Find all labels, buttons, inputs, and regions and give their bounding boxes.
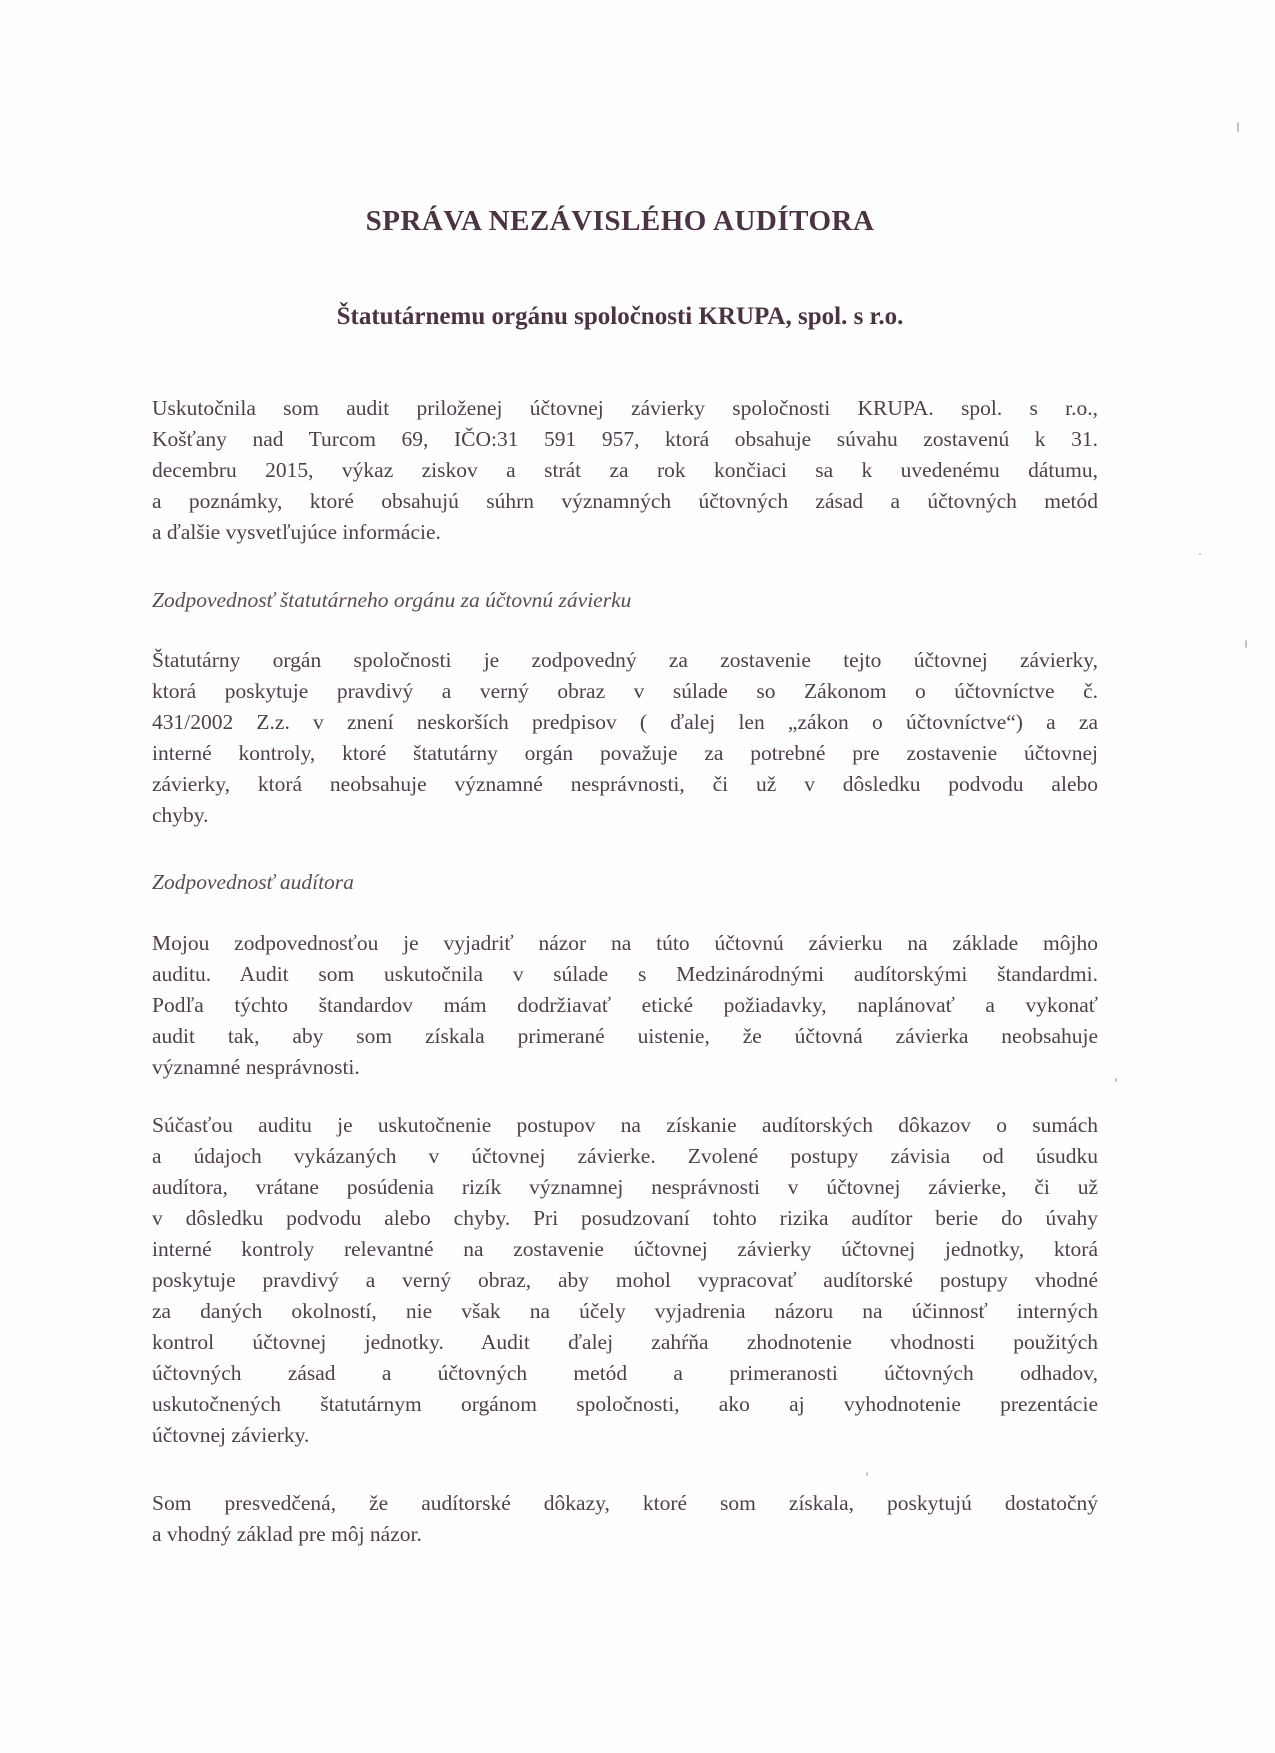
document-title: SPRÁVA NEZÁVISLÉHO AUDÍTORA: [365, 205, 875, 237]
text-line: významné nesprávnosti.: [152, 1055, 360, 1079]
text-line: decembru 2015, výkaz ziskov a strát za rok končiaci sa k uvedenému dátumu,: [152, 458, 1098, 482]
text-line: Súčasťou auditu je uskutočnenie postupov na získanie audítorských dôkazov o sumách: [152, 1113, 1098, 1137]
text-line: Podľa týchto štandardov mám dodržiavať etické požiadavky, naplánovať a vykonať: [152, 993, 1098, 1017]
text-line: Uskutočnila som audit priloženej účtovnej závierky spoločnosti KRUPA. spol. s r.o.,: [152, 396, 1098, 420]
text-line: 431/2002 Z.z. v znení neskorších predpisov ( ďalej len „zákon o účtovníctve“) a za: [152, 710, 1098, 734]
text-line: interné kontroly relevantné na zostavenie účtovnej závierky účtovnej jednotky, ktorá: [152, 1237, 1098, 1261]
text-line: interné kontroly, ktoré štatutárny orgán považuje za potrebné pre zostavenie účtovnej: [152, 741, 1098, 765]
auditor-responsibility-paragraph-3: [152, 1488, 1098, 1550]
scan-speck: [1237, 122, 1239, 132]
auditor-responsibility-paragraph-2: [152, 1110, 1098, 1451]
text-line: účtovnej závierky.: [152, 1423, 310, 1447]
text-line: Mojou zodpovednosťou je vyjadriť názor na túto účtovnú závierku na základe môjho: [152, 931, 1098, 955]
section-heading-statutory-responsibility: Zodpovednosť štatutárneho orgánu za účtovnú závierku: [152, 588, 632, 612]
text-line: závierky, ktorá neobsahuje významné nesprávnosti, či už v dôsledku podvodu alebo: [152, 772, 1098, 796]
text-line: poskytuje pravdivý a verný obraz, aby mohol vypracovať audítorské postupy vhodné: [152, 1268, 1098, 1292]
text-line: auditu. Audit som uskutočnila v súlade s Medzinárodnými audítorskými štandardmi.: [152, 962, 1098, 986]
text-line: audit tak, aby som získala primerané uistenie, že účtovná závierka neobsahuje: [152, 1024, 1098, 1048]
text-line: uskutočnených štatutárnym orgánom spoločnosti, ako aj vyhodnotenie prezentácie: [152, 1392, 1098, 1416]
addressee: Štatutárnemu orgánu spoločnosti KRUPA, spol. s r.o.: [336, 303, 904, 330]
text-line: chyby.: [152, 803, 209, 827]
auditor-responsibility-paragraph-1: [152, 928, 1098, 1083]
text-line: Košťany nad Turcom 69, IČO:31 591 957, ktorá obsahuje súvahu zostavenú k 31.: [152, 427, 1098, 451]
text-line: Som presvedčená, že audítorské dôkazy, ktoré som získala, poskytujú dostatočný: [152, 1491, 1098, 1515]
intro-paragraph: [152, 393, 1098, 548]
scan-speck: [1115, 1078, 1117, 1082]
text-line: audítora, vrátane posúdenia rizík významnej nesprávnosti v účtovnej závierke, či už: [152, 1175, 1098, 1199]
text-line: a údajoch vykázaných v účtovnej závierke. Zvolené postupy závisia od úsudku: [152, 1144, 1098, 1168]
text-line: a ďalšie vysvetľujúce informácie.: [152, 520, 441, 544]
text-line: ktorá poskytuje pravdivý a verný obraz v súlade so Zákonom o účtovníctve č.: [152, 679, 1098, 703]
text-line: kontrol účtovnej jednotky. Audit ďalej zahŕňa zhodnotenie vhodnosti použitých: [152, 1330, 1098, 1354]
text-line: a vhodný základ pre môj názor.: [152, 1522, 422, 1546]
text-line: v dôsledku podvodu alebo chyby. Pri posudzovaní tohto rizika audítor berie do úvahy: [152, 1206, 1098, 1230]
section-heading-auditor-responsibility: Zodpovednosť audítora: [152, 870, 354, 894]
text-line: Štatutárny orgán spoločnosti je zodpovedný za zostavenie tejto účtovnej závierky,: [152, 648, 1098, 672]
scan-speck: [1245, 640, 1247, 648]
text-line: a poznámky, ktoré obsahujú súhrn významných účtovných zásad a účtovných metód: [152, 489, 1098, 513]
statutory-responsibility-paragraph: [152, 645, 1098, 831]
text-line: účtovných zásad a účtovných metód a primeranosti účtovných odhadov,: [152, 1361, 1098, 1385]
scan-speck: [1199, 553, 1201, 555]
scan-speck: [866, 1472, 868, 1476]
text-line: za daných okolností, nie však na účely vyjadrenia názoru na účinnosť interných: [152, 1299, 1098, 1323]
